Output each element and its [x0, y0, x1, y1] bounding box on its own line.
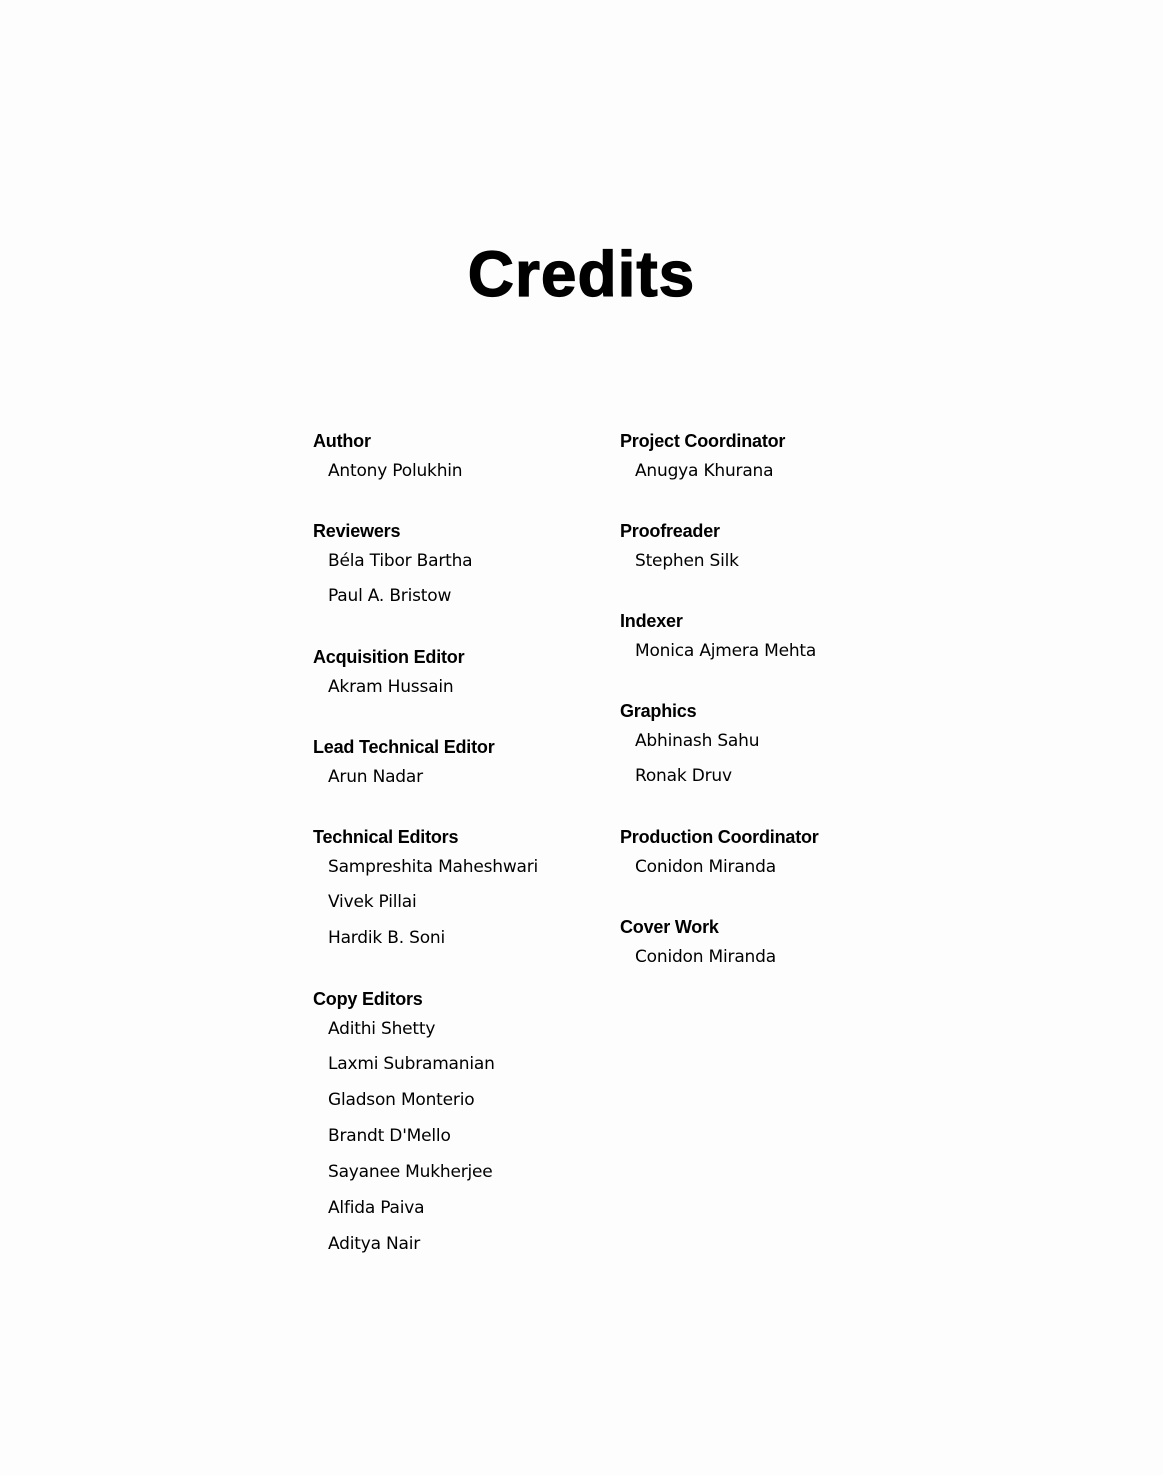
credit-name-list — [620, 850, 910, 884]
credit-role-heading: Reviewers — [313, 521, 401, 541]
credit-name: Alfida Paiva — [328, 1198, 425, 1218]
credit-name: Béla Tibor Bartha — [328, 551, 473, 571]
credit-role-heading: Cover Work — [620, 917, 719, 937]
credit-role-heading: Lead Technical Editor — [313, 737, 495, 757]
credit-name: Aditya Nair — [328, 1234, 421, 1254]
credit-name: Laxmi Subramanian — [328, 1054, 495, 1074]
credits-column-right — [620, 428, 910, 1004]
credit-name-list — [313, 544, 603, 614]
credit-name: Abhinash Sahu — [635, 731, 760, 751]
credit-name-list — [620, 634, 910, 668]
credit-name-list — [620, 940, 910, 974]
credit-name: Antony Polukhin — [328, 461, 463, 481]
credit-name: Adithi Shetty — [328, 1019, 436, 1039]
credit-role-heading: Indexer — [620, 611, 683, 631]
credit-name: Sampreshita Maheshwari — [328, 857, 539, 877]
credit-name: Conidon Miranda — [635, 947, 776, 967]
credit-name-list — [313, 454, 603, 488]
credit-name: Ronak Druv — [635, 766, 732, 786]
credit-role-heading: Proofreader — [620, 521, 720, 541]
credit-name-list — [313, 1012, 603, 1262]
credit-name: Brandt D'Mello — [328, 1126, 451, 1146]
credits-column-left — [313, 428, 603, 1292]
credit-name: Akram Hussain — [328, 677, 454, 697]
credit-name: Anugya Khurana — [635, 461, 774, 481]
credit-section — [313, 734, 603, 794]
credit-name-list — [313, 760, 603, 794]
credit-name-list — [620, 724, 910, 794]
credit-section — [620, 914, 910, 974]
credit-section — [620, 518, 910, 578]
page-title: Credits — [467, 238, 696, 310]
credit-section — [313, 986, 603, 1262]
credit-role-heading: Technical Editors — [313, 827, 459, 847]
credit-section — [620, 428, 910, 488]
credit-name: Paul A. Bristow — [328, 586, 452, 606]
credit-section — [620, 608, 910, 668]
credit-role-heading: Acquisition Editor — [313, 647, 465, 667]
credit-name: Gladson Monterio — [328, 1090, 475, 1110]
credit-role-heading: Author — [313, 431, 371, 451]
credit-name: Hardik B. Soni — [328, 928, 446, 948]
credit-name: Vivek Pillai — [328, 892, 417, 912]
credit-name: Conidon Miranda — [635, 857, 776, 877]
credit-name-list — [313, 850, 603, 956]
credit-section — [620, 824, 910, 884]
credit-name-list — [620, 454, 910, 488]
credit-name-list — [313, 670, 603, 704]
credit-role-heading: Graphics — [620, 701, 697, 721]
credit-section — [620, 698, 910, 794]
credit-section — [313, 428, 603, 488]
credit-role-heading: Copy Editors — [313, 989, 423, 1009]
credit-name: Sayanee Mukherjee — [328, 1162, 493, 1182]
credit-section — [313, 518, 603, 614]
credit-role-heading: Production Coordinator — [620, 827, 819, 847]
credit-name-list — [620, 544, 910, 578]
credit-section — [313, 824, 603, 956]
credit-name: Stephen Silk — [635, 551, 739, 571]
credit-section — [313, 644, 603, 704]
credit-role-heading: Project Coordinator — [620, 431, 786, 451]
credit-name: Arun Nadar — [328, 767, 423, 787]
credit-name: Monica Ajmera Mehta — [635, 641, 817, 661]
